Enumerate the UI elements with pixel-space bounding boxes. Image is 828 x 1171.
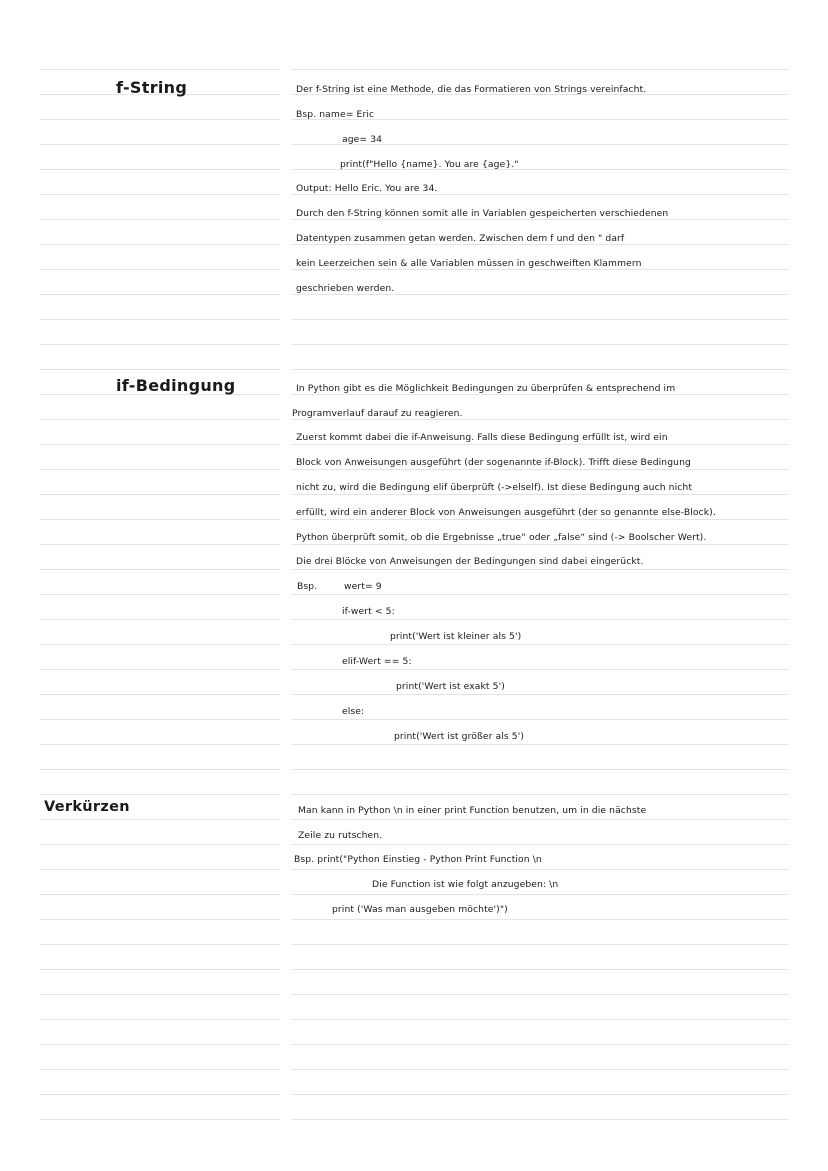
note-line: kein Leerzeichen sein & alle Variablen müssen in geschweiften Klammern <box>296 258 642 269</box>
note-line: Zeile zu rutschen. <box>298 830 383 841</box>
code-line: print('Wert ist größer als 5') <box>394 731 525 742</box>
code-line: Bsp. print("Python Einstieg - Python Print Function \n <box>294 854 542 865</box>
note-line: Output: Hello Eric. You are 34. <box>296 183 438 194</box>
note-line: erfüllt, wird ein anderer Block von Anweisungen ausgeführt (der so genannte else-Block). <box>296 507 716 518</box>
note-line: Block von Anweisungen ausgeführt (der sogenannte if-Block). Trifft diese Bedingung <box>296 457 691 468</box>
note-line: Die drei Blöcke von Anweisungen der Bedingungen sind dabei eingerückt. <box>296 556 644 567</box>
code-line: print ('Was man ausgeben möchte')") <box>332 904 508 915</box>
note-line: Durch den f-String können somit alle in Variablen gespeicherten verschiedenen <box>296 208 669 219</box>
note-line: nicht zu, wird die Bedingung elif überprüft (->elself). Ist diese Bedingung auch nicht <box>296 482 693 493</box>
note-line: Der f-String ist eine Methode, die das Formatieren von Strings vereinfacht. <box>296 84 647 95</box>
note-line: Datentypen zusammen getan werden. Zwischen dem f und den " darf <box>296 233 625 244</box>
code-line: else: <box>342 706 365 717</box>
note-line: Bsp. name= Eric <box>296 109 375 120</box>
code-line: if-wert < 5: <box>342 606 395 617</box>
code-line: Die Function ist wie folgt anzugeben: \n <box>372 879 559 890</box>
note-line: print(f"Hello {name}. You are {age}." <box>340 159 519 170</box>
note-line: Bsp. <box>297 581 318 592</box>
note-line: In Python gibt es die Möglichkeit Bedingungen zu überprüfen & entsprechend im <box>296 383 676 394</box>
note-line: Man kann in Python \n in einer print Function benutzen, um in die nächste <box>298 805 647 816</box>
note-line: Programverlauf darauf zu reagieren. <box>292 408 463 419</box>
code-line: print('Wert ist exakt 5') <box>396 681 505 692</box>
note-line: Zuerst kommt dabei die if-Anweisung. Falls diese Bedingung erfüllt ist, wird ein <box>296 432 668 443</box>
note-line: age= 34 <box>342 134 383 145</box>
code-line: wert= 9 <box>344 581 382 592</box>
note-line: geschrieben werden. <box>296 283 395 294</box>
note-line: Python überprüft somit, ob die Ergebnisse „true“ oder „false“ sind (-> Boolscher Wert). <box>296 532 707 543</box>
section-title-if-bedingung: if-Bedingung <box>116 376 236 395</box>
code-line: elif-Wert == 5: <box>342 656 412 667</box>
section-title-verkuerzen: Verkürzen <box>44 799 130 815</box>
code-line: print('Wert ist kleiner als 5') <box>390 631 522 642</box>
section-title-f-string: f-String <box>116 78 188 97</box>
